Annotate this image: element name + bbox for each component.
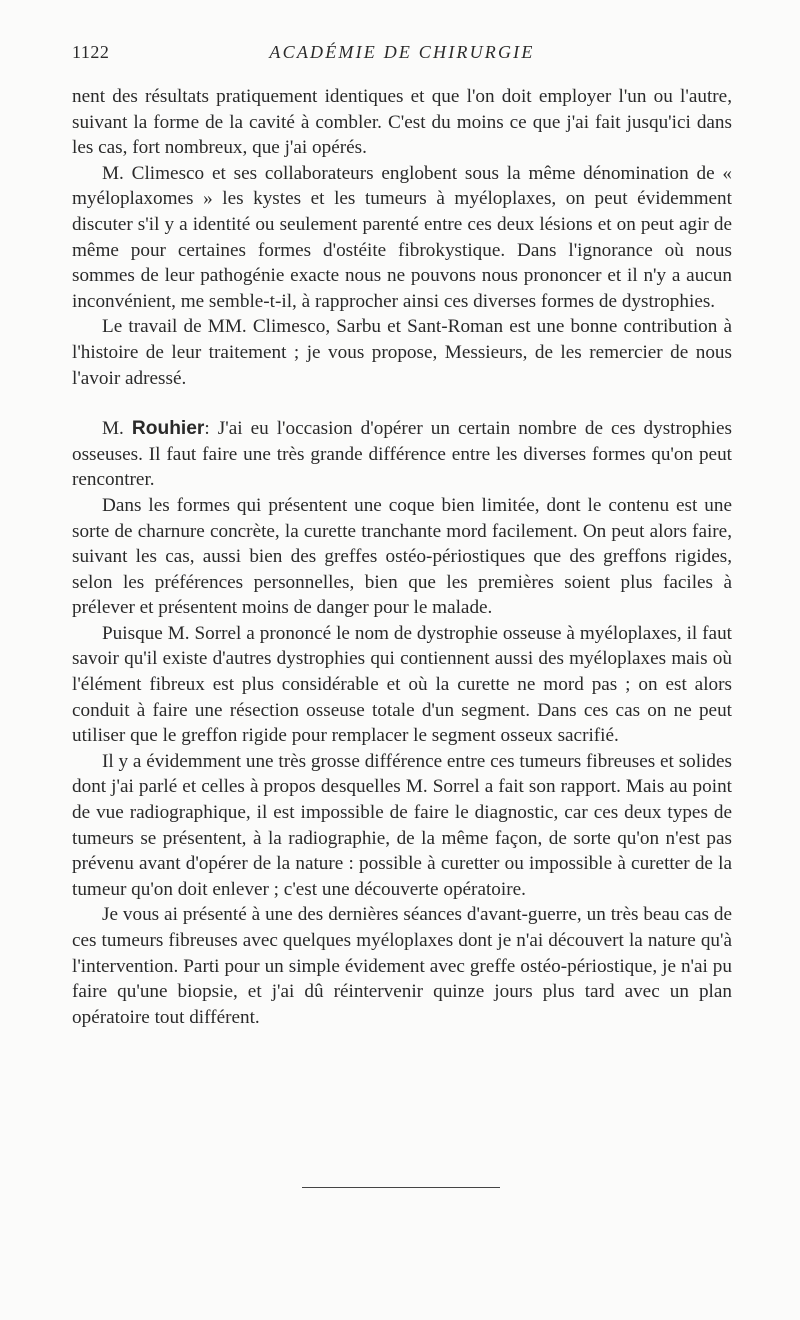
paragraph-sorrel: Puisque M. Sorrel a prononcé le nom de dystrophie osseuse à myéloplaxes, il faut savoir qu'il existe d'autres dystrophies qui contiennent aussi des myéloplaxes mais où l'élément fibreux est plus considérable et où la curette ne mord pas ; on est alors conduit à faire une résection osseuse totale d'un segment. Dans ces cas on ne peut utiliser que le greffon rigide pour remplacer le segment osseux sacrifié. xyxy=(72,622,732,747)
paragraph-cas: Je vous ai présenté à une des dernières séances d'avant-guerre, un très beau cas de ces tumeurs fibreuses avec quelques myéloplaxes dont je n'ai découvert la nature qu'à l'intervention. Parti pour un simple évidement avec greffe ostéo-périostique, je n'ai pu faire qu'une biopsie, et j'ai dû réintervenir quinze jours plus tard avec un plan opératoire tout différent. xyxy=(72,904,732,1028)
paragraph-climesco: M. Climesco et ses collaborateurs englobent sous la même dénomination de « myéloplaxomes » les kystes et les tumeurs à myéloplaxes, on peut évidemment discuter s'il y a identité ou seulement parenté entre ces deux lésions et on peut agir de même pour certaines formes d'ostéite fibrokystique. Dans l'ignorance où nous sommes de leur pathogénie exacte nous ne pouvons nous prononcer et il n'y a aucun inconvénient, me semble-t-il, à rapprocher ainsi ces diverses formes de dystrophies. xyxy=(72,162,732,312)
speaker-prefix: M. xyxy=(102,418,132,440)
speaker-text: : J'ai eu l'occasion d'opérer un certain nombre de ces dystrophies osseuses. Il faut faire une très grande différence entre les diverses formes qu'on peut rencontrer. xyxy=(72,418,732,491)
page-header xyxy=(72,42,732,72)
paragraph-coque: Dans les formes qui présentent une coque bien limitée, dont le contenu est une sorte de charnure concrète, la curette tranchante mord facilement. On peut alors faire, suivant les cas, aussi bien des greffes ostéo-périostiques que des greffons rigides, selon les préférences personnelles, bien que les premières soient plus faciles à prélever et présentent moins de danger pour le malade. xyxy=(72,494,732,619)
page-number: 1122 xyxy=(72,42,110,62)
paragraph-continued: nent des résultats pratiquement identiques et que l'on doit employer l'un ou l'autre, suivant la forme de la cavité à combler. C'est du moins ce que j'ai fait jusqu'ici dans les cas, fort nombreux, que j'ai opérés. xyxy=(72,86,732,159)
body-text xyxy=(72,84,732,1030)
running-head: ACADÉMIE DE CHIRURGIE xyxy=(269,42,535,62)
section-divider xyxy=(302,1187,500,1188)
paragraph-rouhier-intro xyxy=(72,416,732,493)
paragraph-difference: Il y a évidemment une très grosse différence entre ces tumeurs fibreuses et solides dont j'ai parlé et celles à propos desquelles M. Sorrel a fait son rapport. Mais au point de vue radiographique, il est impossible de faire le diagnostic, car ces deux types de tumeurs se présentent, à la radiographie, de la même façon, de sorte qu'on n'est pas prévenu avant d'opérer de la nature : possible à curetter ou impossible à curetter de la tumeur qu'on doit enlever ; c'est une découverte opératoire. xyxy=(72,750,732,900)
paragraph-conclusion: Le travail de MM. Climesco, Sarbu et Sant-Roman est une bonne contribution à l'histoire de leur traitement ; je vous propose, Messieurs, de les remercier de nous l'avoir adressé. xyxy=(72,316,732,389)
speaker-name: Rouhier xyxy=(131,418,205,440)
